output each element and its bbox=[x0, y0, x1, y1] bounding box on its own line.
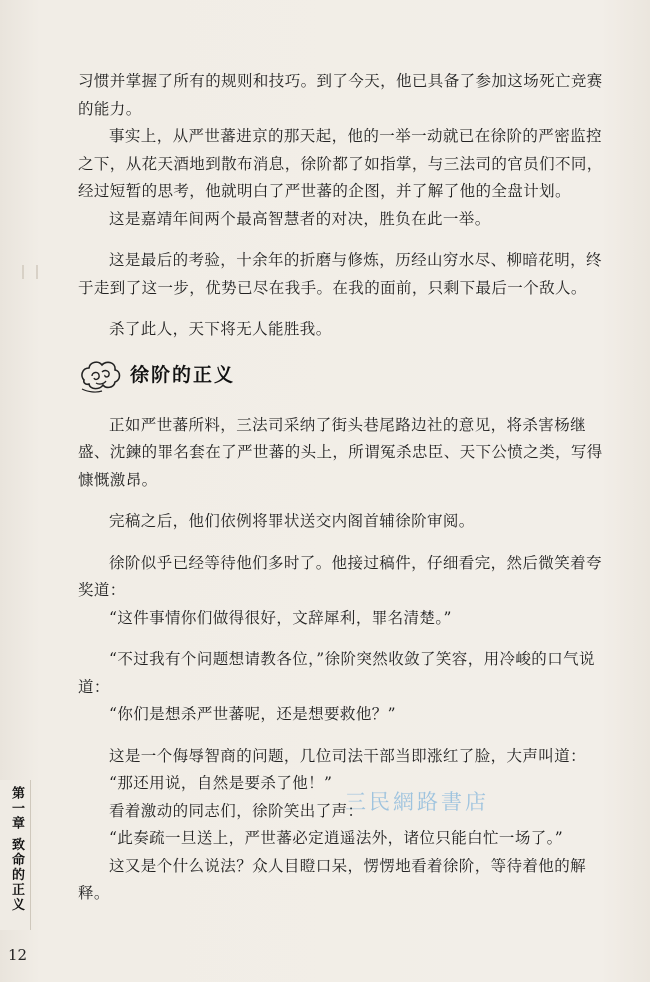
paragraph: 这是嘉靖年间两个最高智慧者的对决，胜负在此一举。 bbox=[109, 209, 491, 228]
section-heading bbox=[78, 356, 608, 396]
body-text bbox=[78, 68, 608, 908]
chapter-label: 第一章 致命的正义 bbox=[9, 786, 24, 913]
page-number: 12 bbox=[8, 946, 28, 964]
paragraph: “此奏疏一旦送上，严世蕃必定逍遥法外，诸位只能白忙一场了。” bbox=[109, 829, 564, 847]
paragraph: 看着激动的同志们，徐阶笑出了声： bbox=[109, 801, 364, 820]
paragraph: 习惯并掌握了所有的规则和技巧。到了今天，他已具备了参加这场死亡竞赛的能力。 bbox=[78, 72, 603, 118]
paragraph: “那还用说，自然是要杀了他！” bbox=[109, 774, 333, 792]
watermark: 三民網路書店 bbox=[345, 790, 489, 814]
paragraph-gap bbox=[78, 233, 608, 247]
paragraph: 完稿之后，他们依例将罪状送交内阁首辅徐阶审阅。 bbox=[109, 512, 475, 530]
paragraph-gap bbox=[78, 536, 608, 550]
paragraph: 正如严世蕃所料，三法司采纳了街头巷尾路边社的意见，将杀害杨继盛、沈鍊的罪名套在了严世蕃的头上，所谓冤杀忠臣、天下公愤之类，写得慷慨激昂。 bbox=[78, 415, 603, 489]
paragraph-gap bbox=[78, 729, 608, 743]
margin-decoration bbox=[0, 20, 52, 250]
paragraph: “你们是想杀严世蕃呢，还是想要救他？” bbox=[109, 705, 396, 723]
paragraph: 这又是个什么说法？众人目瞪口呆，愣愣地看着徐阶，等待着他的解释。 bbox=[78, 856, 587, 902]
paragraph-group-bottom bbox=[78, 412, 608, 908]
paragraph-gap bbox=[78, 494, 608, 508]
paragraph: “这件事情你们做得很好，文辞犀利，罪名清楚。” bbox=[109, 608, 452, 627]
margin-mark bbox=[22, 265, 38, 279]
paragraph: 这是最后的考验，十余年的折磨与修炼，历经山穷水尽、柳暗花明，终于走到了这一步，优势已尽在我手。在我的面前，只剩下最后一个敌人。 bbox=[78, 251, 602, 297]
paragraph: 事实上，从严世蕃进京的那天起，他的一举一动就已在徐阶的严密监控之下，从花天酒地到散布消息，徐阶都了如指掌，与三法司的官员们不同，经过短暂的思考，他就明白了严世蕃的企图，并了解了他的全盘计划。 bbox=[78, 127, 603, 200]
paragraph: 徐阶似乎已经等待他们多时了。他接过稿件，仔细看完，然后微笑着夸奖道： bbox=[78, 553, 602, 599]
paragraph-gap bbox=[78, 632, 608, 646]
chapter-divider bbox=[30, 780, 31, 930]
paragraph: 杀了此人，天下将无人能胜我。 bbox=[109, 320, 332, 338]
section-title: 徐阶的正义 bbox=[130, 363, 236, 386]
paragraph-group-top bbox=[78, 68, 608, 344]
cloud-ornament-icon bbox=[78, 356, 122, 396]
paragraph-gap bbox=[78, 302, 608, 316]
paragraph: “不过我有个问题想请教各位，”徐阶突然收敛了笑容，用冷峻的口气说道： bbox=[78, 650, 595, 696]
paragraph: 这是一个侮辱智商的问题，几位司法干部当即涨红了脸，大声叫道： bbox=[109, 746, 587, 765]
